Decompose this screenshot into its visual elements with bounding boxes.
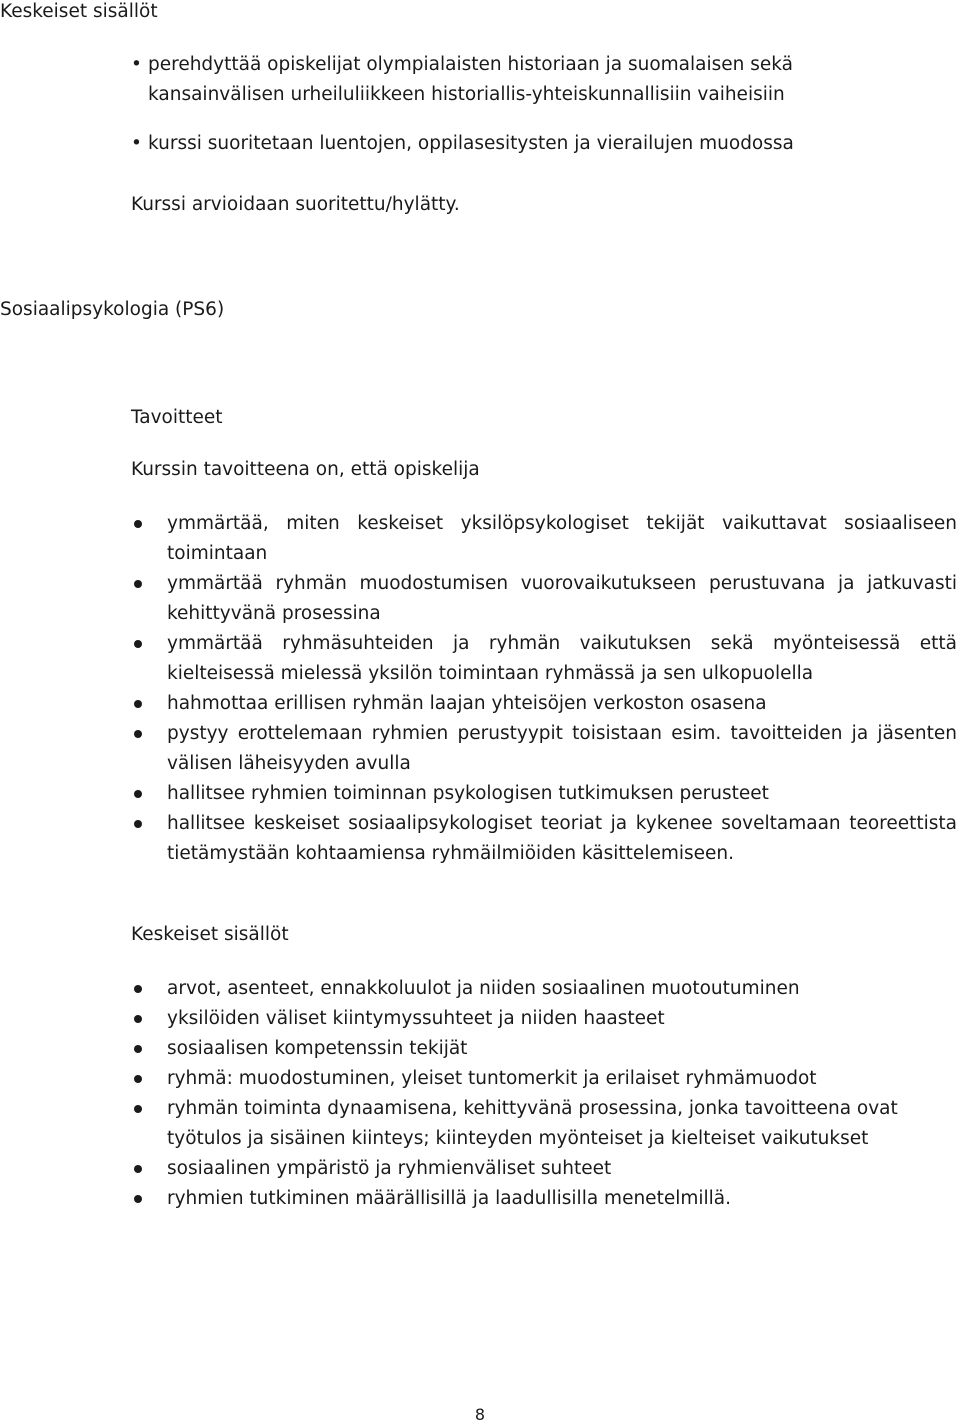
bullet-icon <box>134 1165 142 1173</box>
list-item: sosiaalinen ympäristö ja ryhmienväliset suhteet <box>131 1154 957 1184</box>
list-item: ryhmien tutkiminen määrällisillä ja laadullisilla menetelmillä. <box>131 1184 957 1214</box>
course-title: Sosiaalipsykologia (PS6) <box>0 299 225 320</box>
list-item: ryhmän toiminta dynaamisena, kehittyvänä prosessina, jonka tavoitteena ovat työtulos ja sisäinen kiinteys; kiinteyden myönteiset ja kielteiset vaikutukset <box>131 1094 957 1154</box>
bullet-icon <box>134 1075 142 1083</box>
list-item: arvot, asenteet, ennakkoluulot ja niiden sosiaalinen muotoutuminen <box>131 974 957 1004</box>
list-item: ymmärtää, miten keskeiset yksilöpsykologiset tekijät vaikuttavat sosiaaliseen toimintaan <box>131 509 957 569</box>
goals-list <box>131 509 957 869</box>
goals-heading: Tavoitteet <box>131 407 223 428</box>
bullet-icon <box>134 1105 142 1113</box>
list-item: hallitsee ryhmien toiminnan psykologisen tutkimuksen perusteet <box>131 779 957 809</box>
list-item: ryhmä: muodostuminen, yleiset tuntomerkit ja erilaiset ryhmämuodot <box>131 1064 957 1094</box>
bullet-icon <box>134 700 142 708</box>
list-item: hallitsee keskeiset sosiaalipsykologiset teoriat ja kykenee soveltamaan teoreettista tietämystään kohtaamiensa ryhmäilmiöiden käsittelemiseen. <box>131 809 957 869</box>
list-item: • kurssi suoritetaan luentojen, oppilasesitysten ja vierailujen muodossa <box>131 129 891 159</box>
bullet-icon <box>134 790 142 798</box>
list-item: ymmärtää ryhmäsuhteiden ja ryhmän vaikutuksen sekä myönteisessä että kielteisessä mielessä yksilön toimintaan ryhmässä ja sen ulkopuolella <box>131 629 957 689</box>
section-heading-contents-top: Keskeiset sisällöt <box>0 1 158 22</box>
bullet-icon <box>134 1045 142 1053</box>
bullet-icon <box>134 520 142 528</box>
bullet-icon <box>134 1015 142 1023</box>
list-item: • perehdyttää opiskelijat olympialaisten historiaan ja suomalaisen sekä kansainvälisen urheiluliikkeen historiallis-yhteiskunnallisiin vaiheisiin <box>131 50 891 110</box>
bullet-icon <box>134 820 142 828</box>
top-contents-list <box>131 50 891 178</box>
list-item: sosiaalisen kompetenssin tekijät <box>131 1034 957 1064</box>
contents-list <box>131 974 957 1214</box>
list-item: pystyy erottelemaan ryhmien perustyypit toisistaan esim. tavoitteiden ja jäsenten välisen läheisyyden avulla <box>131 719 957 779</box>
contents-heading: Keskeiset sisällöt <box>131 924 289 945</box>
bullet-icon <box>134 985 142 993</box>
goals-intro: Kurssin tavoitteena on, että opiskelija <box>131 459 480 480</box>
list-item: yksilöiden väliset kiintymyssuhteet ja niiden haasteet <box>131 1004 957 1034</box>
bullet-icon <box>134 640 142 648</box>
page-number: 8 <box>474 1405 486 1424</box>
list-item: hahmottaa erillisen ryhmän laajan yhteisöjen verkoston osasena <box>131 689 957 719</box>
bullet-icon <box>134 1195 142 1203</box>
list-item: ymmärtää ryhmän muodostumisen vuorovaikutukseen perustuvana ja jatkuvasti kehittyvänä prosessina <box>131 569 957 629</box>
bullet-icon <box>134 580 142 588</box>
bullet-icon <box>134 730 142 738</box>
assessment-text: Kurssi arvioidaan suoritettu/hylätty. <box>131 194 460 215</box>
